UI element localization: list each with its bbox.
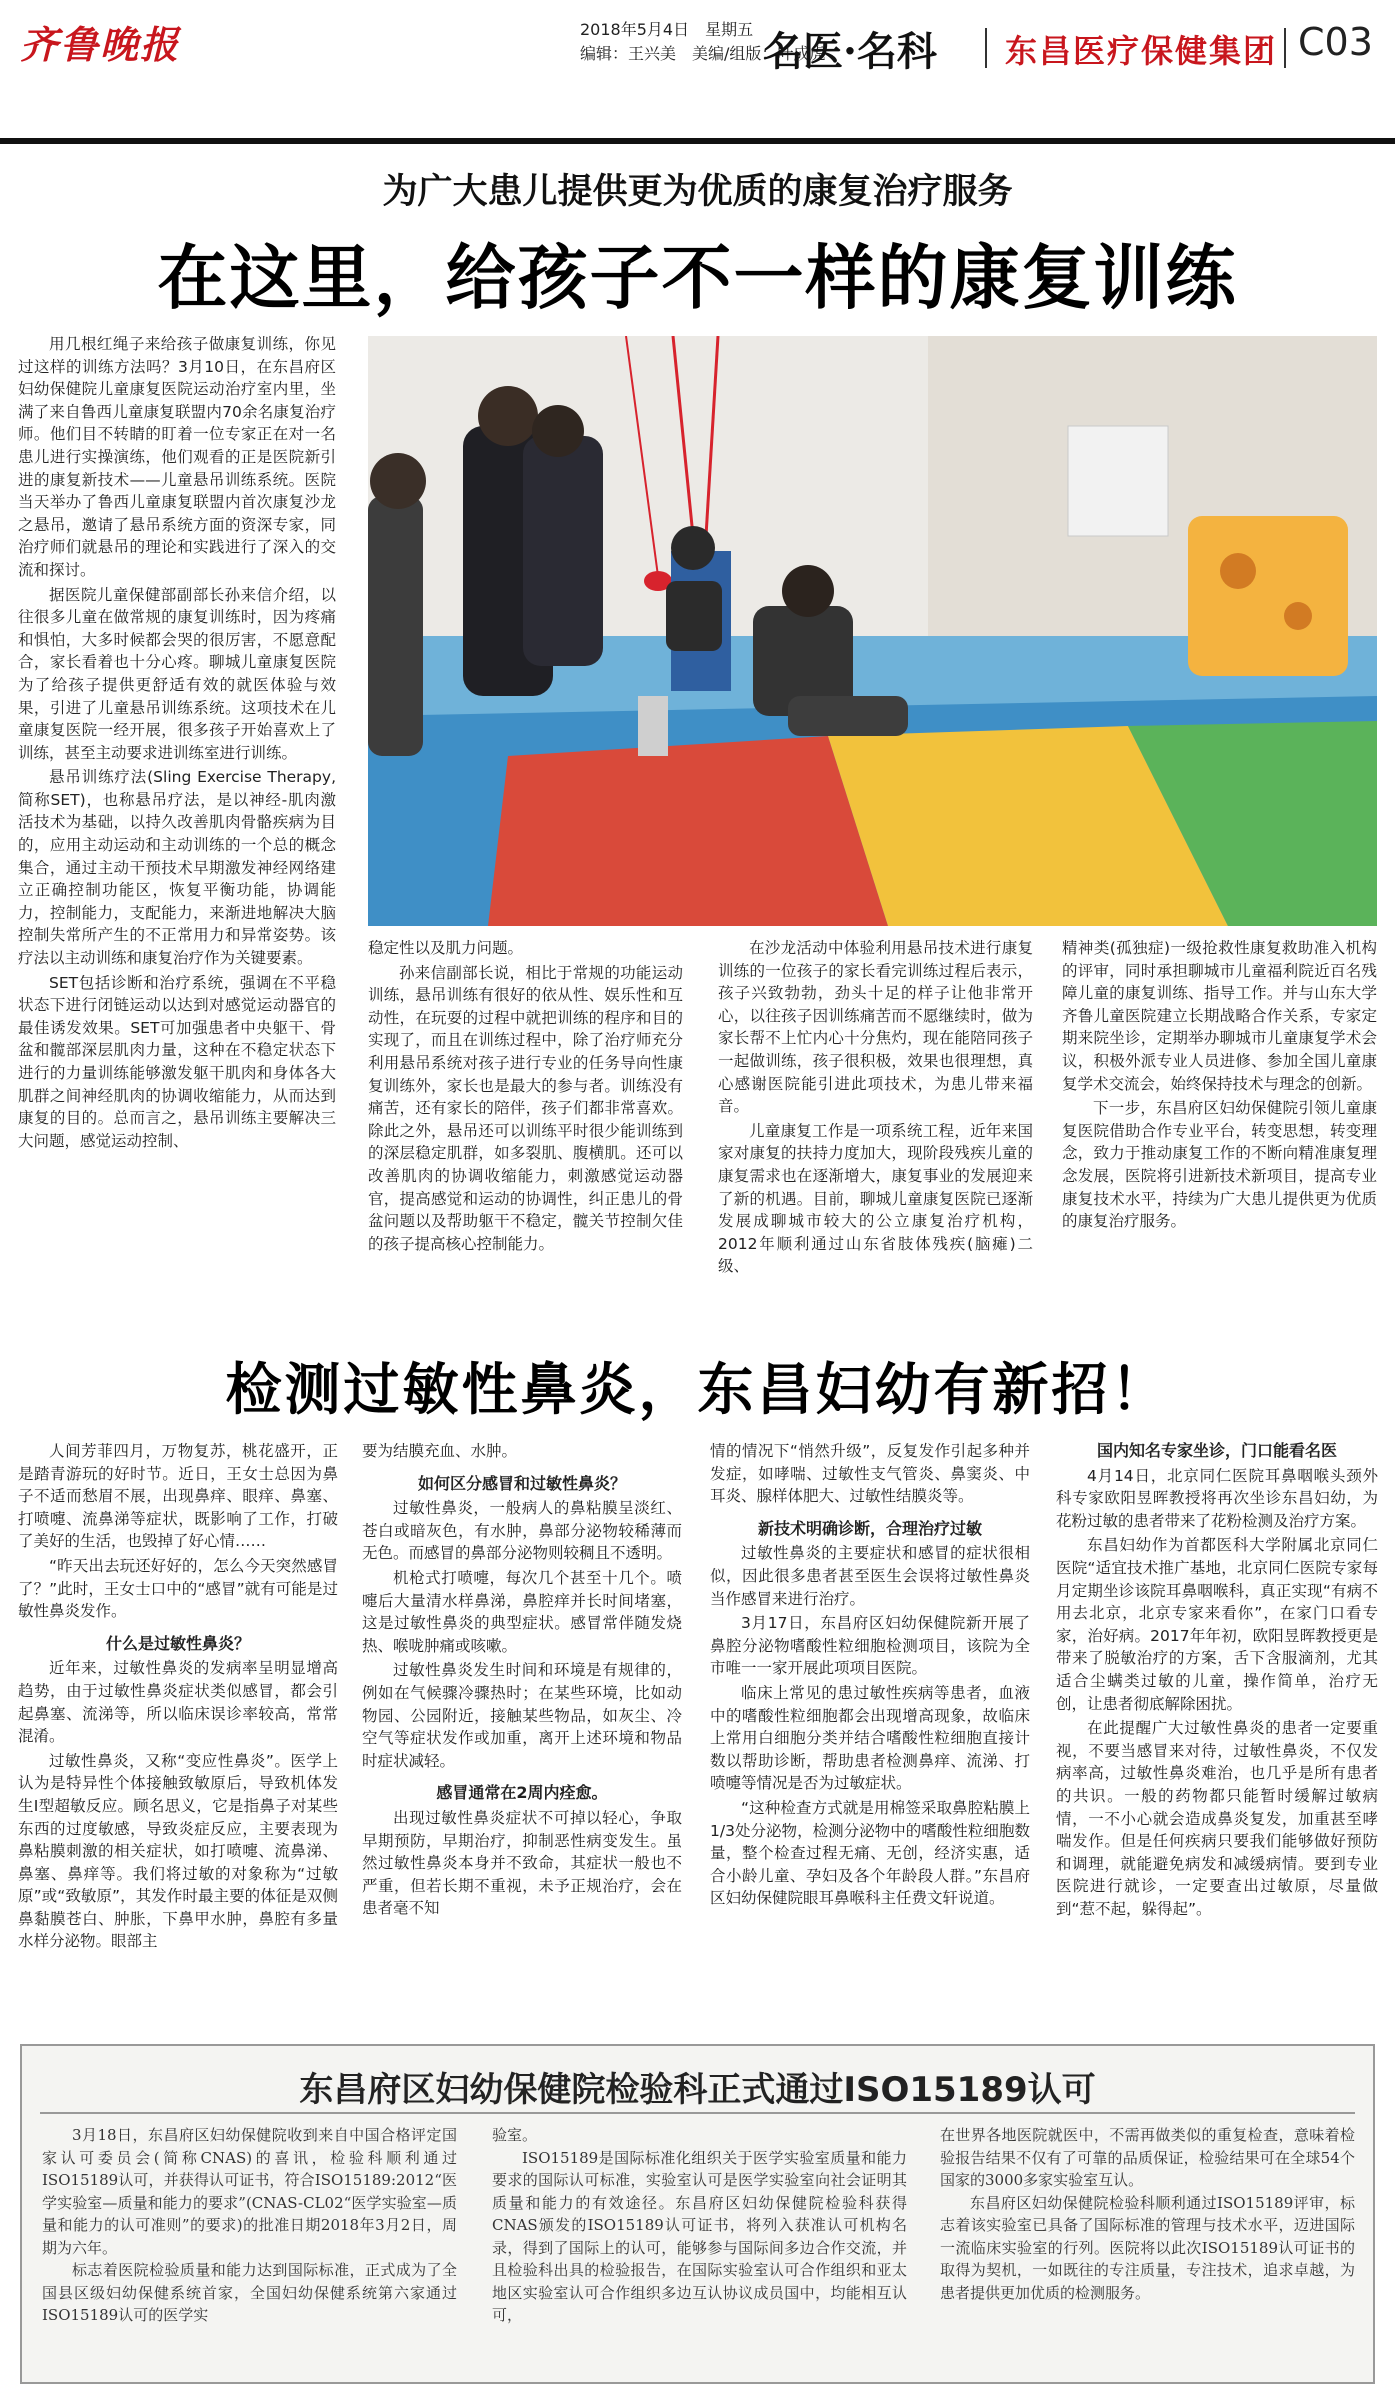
article3-title: 东昌府区妇幼保健院检验科正式通过ISO15189认可 <box>299 2070 1096 2110</box>
paragraph: 孙来信副部长说，相比于常规的功能运动训练，悬吊训练有很好的依从性、娱乐性和互动性，在玩耍的过程中就把训练的程序和目的实现了，而且在训练过程中，除了治疗师充分利用悬吊系统对孩子进行专业的任务导向性康复训练外，家长也是最大的参与者。训练没有痛苦，还有家长的陪伴，孩子们都非常喜欢。除此之外，悬吊还可以训练平时很少能训练到的深层稳定肌群，如多裂肌、腹横肌。还可以改善肌肉的协调收缩能力，刺激感觉运动器官，提高感觉和运动的协调性，纠正患儿的骨盆问题以及帮助躯干不稳定，髋关节控制欠佳的孩子提高核心控制能力。 <box>368 963 683 1253</box>
paragraph: 过敏性鼻炎发生时间和环境是有规律的，例如在气候骤冷骤热时；在某些环境，比如动物园、公园附近，接触某些物品，如灰尘、冷空气等症状发作或加重，离开上述环境和物品时症状减轻。 <box>362 1661 682 1770</box>
paragraph: 过敏性鼻炎，又称“变应性鼻炎”。医学上认为是特异性个体接触致敏原后，导致机体发生Ⅰ型超敏反应。顾名思义，它是指鼻子对某些东西的过度敏感，导致炎症反应，主要表现为鼻粘膜刺激的相关症状，如打喷嚏、流鼻涕、鼻塞、鼻痒等。我们将过敏的对象称为“过敏原”或“致敏原”，其发作时最主要的体征是双侧鼻黏膜苍白、肿胀，下鼻甲水肿，鼻腔有多量水样分泌物。眼部主 <box>18 1751 338 1951</box>
subheading: 如何区分感冒和过敏性鼻炎？ <box>417 1473 626 1493</box>
subheading: 国内知名专家坐诊，门口能看名医 <box>1096 1441 1337 1460</box>
paragraph: 近年来，过敏性鼻炎的发病率呈明显增高趋势，由于过敏性鼻炎症状类似感冒，都会引起鼻塞、流涕等，所以临床误诊率较高，常常混淆。 <box>18 1659 338 1746</box>
newspaper-logo: 齐鲁晚报 <box>20 22 181 67</box>
subheading: 什么是过敏性鼻炎？ <box>105 1633 250 1653</box>
article1-subtitle: 为广大患儿提供更为优质的康复治疗服务 <box>382 171 1013 212</box>
paragraph: 儿童康复工作是一项系统工程，近年来国家对康复的扶持力度加大，现阶段残疾儿童的康复需求也在逐渐增大，康复事业的发展迎来了新的机遇。目前，聊城儿童康复医院已逐渐发展成聊城市较大的公立康复治疗机构，2012年顺利通过山东省肢体残疾(脑瘫)二级、 <box>718 1121 1033 1276</box>
date-line: 2018年5月4日 星期五 <box>580 20 754 39</box>
subheading: 感冒通常在2周内痊愈。 <box>436 1783 608 1803</box>
paragraph: 精神类(孤独症)一级抢救性康复救助准入机构的评审，同时承担聊城市儿童福利院近百名残障儿童的康复训练、指导工作。并与山东大学齐鲁儿童医院建立长期战略合作关系，专家定期来院坐诊，定期举办聊城市儿童康复学术会议，积极外派专业人员进修、参加全国儿童康复学术交流会，始终保持技术与理念的创新。 <box>1062 939 1377 1093</box>
paragraph: 3月17日，东昌府区妇幼保健院新开展了鼻腔分泌物嗜酸性粒细胞检测项目，该院为全市唯一一家开展此项项目医院。 <box>710 1614 1030 1678</box>
page-number: C03 <box>1298 20 1373 64</box>
article1-column-4 <box>1062 937 1377 1317</box>
paragraph: 人间芳菲四月，万物复苏，桃花盛开，正是踏青游玩的好时节。近日，王女士总因为鼻子不适而愁眉不展，出现鼻痒、眼痒、鼻塞、打喷嚏、流鼻涕等症状，既影响了工作，打破了美好的生活，也毁掉了好心情…… <box>18 1442 338 1551</box>
paragraph: 验室。 <box>492 2126 538 2144</box>
paragraph: 东昌妇幼作为首都医科大学附属北京同仁医院“适宜技术推广基地，北京同仁医院专家每月定期坐诊该院耳鼻咽喉科，真正实现“有病不用去北京，北京专家来看你”，在家门口看专家，治好病。2017年年初，欧阳昱晖教授更是带来了脱敏治疗的方案，舌下含服滴剂，尤其适合尘螨类过敏的儿童，操作简单，治疗无创，让患者彻底解除困扰。 <box>1056 1536 1378 1713</box>
paragraph: 据医院儿童保健部副部长孙来信介绍，以往很多儿童在做常规的康复训练时，因为疼痛和惧怕，大多时候都会哭的很厉害，不愿意配合，家长看着也十分心疼。聊城儿童康复医院为了给孩子提供更舒适有效的就医体验与效果，引进了儿童悬吊训练系统。这项技术在儿童康复医院一经开展，很多孩子开始喜欢上了训练，甚至主动要求进训练室进行训练。 <box>18 585 336 762</box>
paragraph: 情的情况下“悄然升级”，反复发作引起多种并发症，如哮喘、过敏性支气管炎、鼻窦炎、中耳炎、腺样体肥大、过敏性结膜炎等。 <box>710 1442 1030 1506</box>
masthead-rule <box>0 138 1395 144</box>
article1-column-2 <box>368 937 683 1317</box>
paragraph: ISO15189是国际标准化组织关于医学实验室质量和能力要求的国际认可标准，实验室认可是医学实验室向社会证明其质量和能力的有效途径。东昌府区妇幼保健院检验科获得CNAS颁发的ISO15189认可证书，将列入获准认可机构名录，得到了国际上的认可，能够参与国际间多边合作交流，并且检验科出具的检验报告，在国际实验室认可合作组织和亚太地区实验室认可合作组织多边互认协议成员国中，均能相互认可， <box>492 2148 907 2324</box>
paragraph: 出现过敏性鼻炎症状不可掉以轻心，争取早期预防，早期治疗，抑制恶性病变发生。虽然过敏性鼻炎本身并不致命，其症状一般也不严重，但若长期不重视，未予正规治疗，会在患者毫不知 <box>362 1808 682 1918</box>
article1-column-1 <box>18 333 336 1318</box>
paragraph: 在世界各地医院就医中，不需再做类似的重复检查，意味着检验报告结果不仅有了可靠的品质保证，检验结果可在全球54个国家的3000多家实验室互认。 <box>940 2126 1355 2189</box>
article3-column-2 <box>492 2124 907 2379</box>
article2-column-2 <box>362 1440 682 2030</box>
paragraph: 4月14日，北京同仁医院耳鼻咽喉头颈外科专家欧阳昱晖教授将再次坐诊东昌妇幼，为花粉过敏的患者带来了花粉检测及治疗方案。 <box>1056 1466 1378 1530</box>
subheading: 新技术明确诊断，合理治疗过敏 <box>757 1518 982 1538</box>
paragraph: 标志着医院检验质量和能力达到国际标准，正式成为了全国县区级妇幼保健系统首家，全国妇幼保健系统第六家通过ISO15189认可的医学实 <box>42 2261 457 2324</box>
paragraph: 3月18日，东昌府区妇幼保健院收到来自中国合格评定国家认可委员会(简称CNAS)的喜讯，检验科顺利通过ISO15189认可，并获得认可证书，符合ISO15189:2012“医学实验室—质量和能力的要求”(CNAS-CL02“医学实验室—质量和能力的认可准则”的要求)的批准日期2018年3月2日，周期为六年。 <box>42 2126 457 2257</box>
paragraph: 临床上常见的患过敏性疾病等患者，血液中的嗜酸性粒细胞都会出现增高现象，故临床上常用白细胞分类并结合嗜酸性粒细胞直接计数以帮助诊断，帮助患者检测鼻痒、流涕、打喷嚏等情况是否为过敏症状。 <box>710 1683 1030 1793</box>
rehab-photo-illustration <box>368 336 1377 926</box>
article2-column-1 <box>18 1440 338 2030</box>
divider <box>985 28 987 68</box>
paragraph: 稳定性以及肌力问题。 <box>368 939 524 957</box>
section-name: 名医·名科 <box>763 28 937 75</box>
paragraph: 东昌府区妇幼保健院检验科顺利通过ISO15189评审，标志着该实验室已具备了国际标准的管理与技术水平，迈进国际一流临床实验室的行列。医院将以此次ISO15189认可证书的取得为契机，一如既往的专注质量，专注技术，追求卓越，为患者提供更加优质的检测服务。 <box>940 2193 1355 2302</box>
paragraph: SET包括诊断和治疗系统，强调在不平稳状态下进行闭链运动以达到对感觉运动器官的最佳诱发效果。SET可加强患者中央躯干、骨盆和髋部深层肌肉力量，这种在不稳定状态下进行的力量训练能够激发躯干肌肉和身体各大肌群之间神经肌肉的协调收缩能力，从而达到康复的目的。总而言之，悬吊训练主要解决三大问题，感觉运动控制、 <box>18 973 336 1150</box>
paragraph: 在沙龙活动中体验利用悬吊技术进行康复训练的一位孩子的家长看完训练过程后表示，孩子兴致勃勃，劲头十足的样子让他非常开心，以往孩子因训练痛苦而不愿继续时，做为家长帮不上忙内心十分焦灼，现在能陪同孩子一起做训练，孩子很积极，效果也很理想，真心感谢医院能引进此项技术，为患儿带来福音。 <box>718 939 1033 1116</box>
article1-title: 在这里，给孩子不一样的康复训练 <box>157 236 1238 319</box>
article3-column-1 <box>42 2124 457 2379</box>
article3-column-3 <box>940 2124 1355 2379</box>
editor-line: 编辑：王兴美 美编/组版：叶成虎 <box>580 44 826 63</box>
paragraph: 机枪式打喷嚏，每次几个甚至十几个。喷嚏后大量清水样鼻涕，鼻腔痒并长时间堵塞，这是过敏性鼻炎的典型症状。感冒常伴随发烧热、喉咙肿痛或咳嗽。 <box>362 1568 682 1655</box>
article1-column-3 <box>718 937 1033 1317</box>
article2-title: 检测过敏性鼻炎，东昌妇幼有新招！ <box>225 1358 1170 1423</box>
sponsor-name: 东昌医疗保健集团 <box>1005 32 1278 70</box>
paragraph: 下一步，东昌府区妇幼保健院引领儿童康复医院借助合作专业平台，转变思想，转变理念，致力于推动康复工作的不断向精准康复理念发展，医院将引进新技术新项目，提高专业康复技术水平，持续为广大患儿提供更为优质的康复治疗服务。 <box>1062 1099 1377 1231</box>
rehab-training-photo <box>368 336 1377 926</box>
paragraph: 用几根红绳子来给孩子做康复训练，你见过这样的训练方法吗？3月10日，在东昌府区妇幼保健院儿童康复医院运动治疗室内里，坐满了来自鲁西儿童康复联盟内70余名康复治疗师。他们目不转睛的盯着一位专家正在对一名患儿进行实操演练，他们观看的正是医院新引进的康复新技术——儿童悬吊训练系统。医院当天举办了鲁西儿童康复联盟内首次康复沙龙之悬吊，邀请了悬吊系统方面的资深专家，同治疗师们就悬吊的理论和实践进行了深入的交流和探讨。 <box>18 335 336 579</box>
paragraph: 在此提醒广大过敏性鼻炎的患者一定要重视，不要当感冒来对待，过敏性鼻炎，不仅发病率高，过敏性鼻炎难治，也几乎是所有患者的共识。一般的药物都只能暂时缓解过敏病情，一不小心就会造成鼻炎复发，加重甚至哮喘发作。但是任何疾病只要我们能够做好预防和调理，就能避免病发和减缓病情。要到专业医院进行就诊，一定要查出过敏原，尽量做到“惹不起，躲得起”。 <box>1056 1719 1378 1918</box>
paragraph: “昨天出去玩还好好的，怎么今天突然感冒了？”此时，王女士口中的“感冒”就有可能是过敏性鼻炎发作。 <box>18 1556 338 1621</box>
article2-column-4 <box>1056 1440 1378 2030</box>
paragraph: “这种检查方式就是用棉签采取鼻腔粘膜上1/3处分泌物，检测分泌物中的嗜酸性粒细胞数量，整个检查过程无痛、无创，经济实惠，适合小龄儿童、孕妇及各个年龄段人群。”东昌府区妇幼保健院眼耳鼻喉科主任费文轩说道。 <box>710 1798 1030 1908</box>
article3-rule <box>40 2112 1355 2114</box>
masthead <box>0 0 1395 80</box>
paragraph: 要为结膜充血、水肿。 <box>362 1442 518 1460</box>
paragraph: 悬吊训练疗法(Sling Exercise Therapy,简称SET)，也称悬吊疗法，是以神经-肌肉激活技术为基础，以持久改善肌肉骨骼疾病为目的，应用主动运动和主动训练的一个总的概念集合，通过主动干预技术早期激发神经网络建立正确控制功能区，恢复平衡功能，协调能力，控制能力，支配能力，来渐进地解决大脑控制失常所产生的不正常用力和异常姿势。该疗法以主动训练和康复治疗作为关键要素。 <box>18 768 336 968</box>
divider <box>1284 28 1286 68</box>
paragraph: 过敏性鼻炎的主要症状和感冒的症状很相似，因此很多患者甚至医生会误将过敏性鼻炎当作感冒来进行治疗。 <box>710 1544 1030 1608</box>
paragraph: 过敏性鼻炎，一般病人的鼻粘膜呈淡红、苍白或暗灰色，有水肿，鼻部分泌物较稀薄而无色。而感冒的鼻部分泌物则较稠且不透明。 <box>362 1499 682 1563</box>
article2-column-3 <box>710 1440 1030 2030</box>
